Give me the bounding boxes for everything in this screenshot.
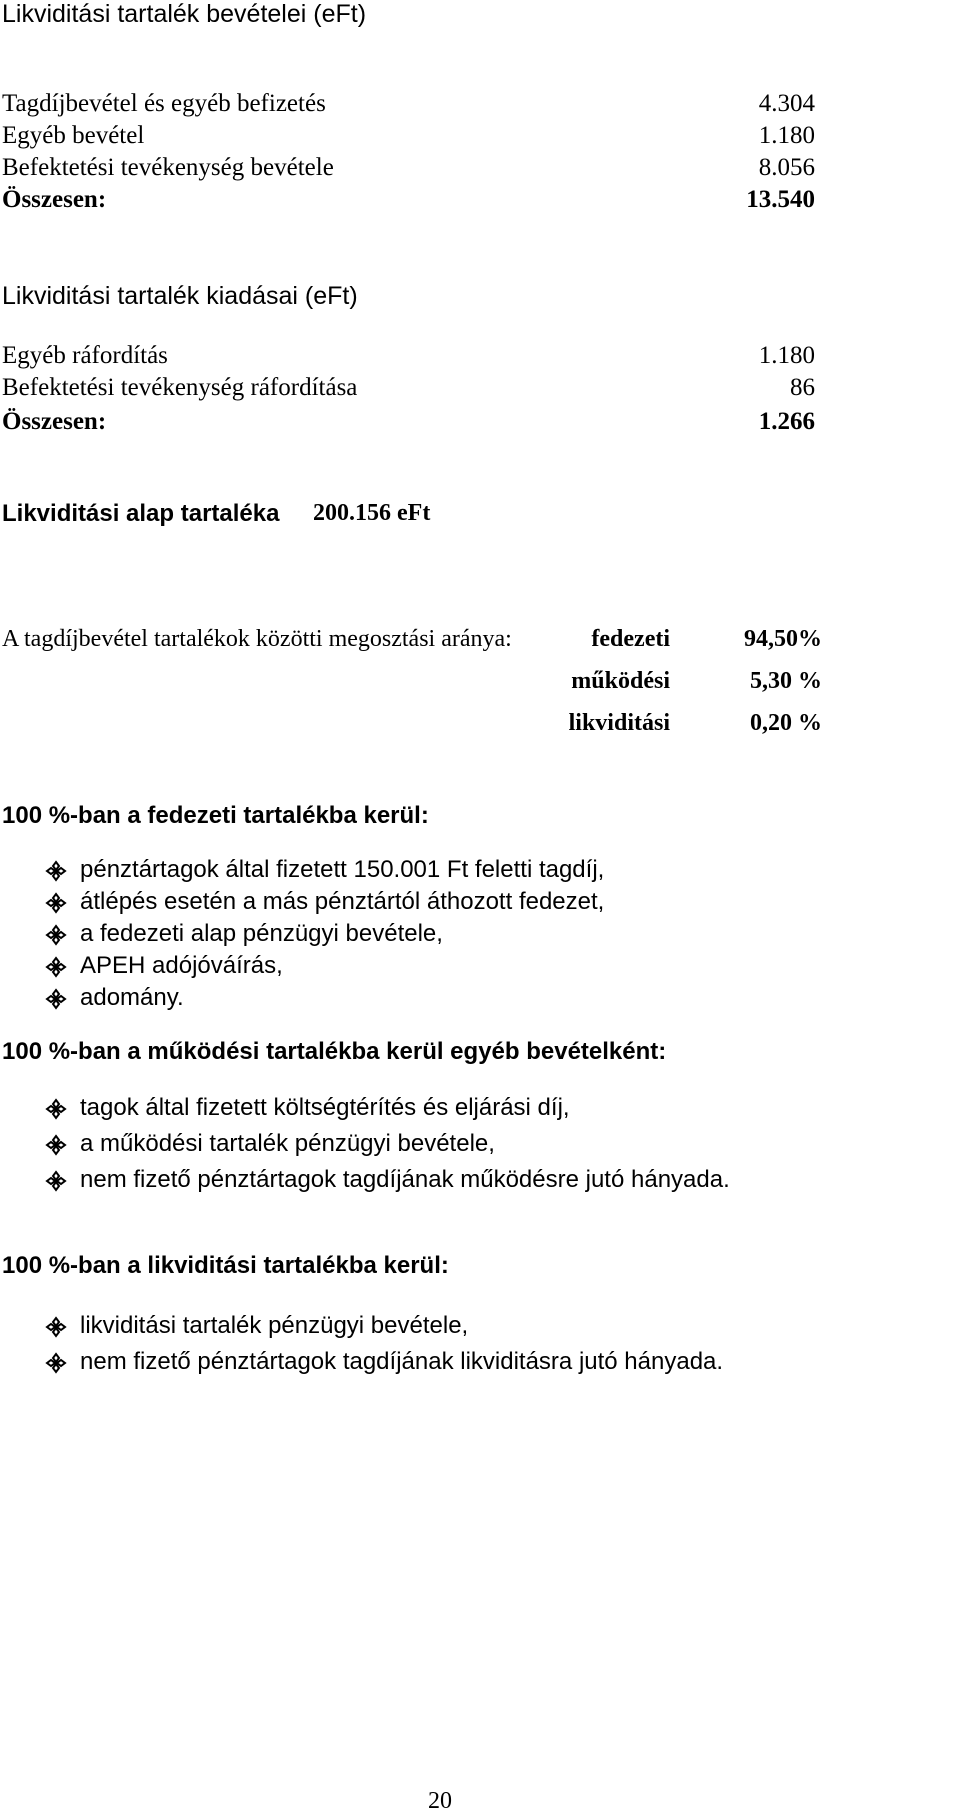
fedezeti-item: adomány. — [80, 984, 184, 1011]
expense-row-label: Befektetési tevékenység ráfordítása — [2, 374, 358, 401]
ratio-intro: A tagdíjbevétel tartalékok közötti megosztási aránya: — [2, 626, 512, 652]
expense-total-value: 1.266 — [758, 408, 815, 435]
income-title: Likviditási tartalék bevételei (eFt) — [2, 0, 367, 28]
mukodesi-heading: 100 %-ban a működési tartalékba kerül egyéb bevételként: — [2, 1038, 667, 1065]
expense-title: Likviditási tartalék kiadásai (eFt) — [2, 282, 358, 310]
diamond-bullet-icon — [44, 955, 68, 979]
income-row-label: Befektetési tevékenység bevétele — [2, 154, 334, 181]
expense-row-value: 1.180 — [758, 342, 815, 369]
fedezeti-item: pénztártagok által fizetett 150.001 Ft feletti tagdíj, — [80, 856, 605, 883]
diamond-bullet-icon — [44, 923, 68, 947]
mukodesi-item: a működési tartalék pénzügyi bevétele, — [80, 1130, 495, 1157]
income-row-value: 4.304 — [758, 90, 815, 117]
fedezeti-heading: 100 %-ban a fedezeti tartalékba kerül: — [2, 802, 429, 829]
likviditasi-item: nem fizető pénztártagok tagdíjának likviditásra jutó hányada. — [80, 1348, 724, 1375]
likviditasi-item: likviditási tartalék pénzügyi bevétele, — [80, 1312, 469, 1339]
ratio-value: 5,30 % — [750, 668, 822, 694]
income-row-value: 8.056 — [758, 154, 815, 181]
diamond-bullet-icon — [44, 859, 68, 883]
ratio-value: 0,20 % — [750, 710, 822, 736]
expense-row-label: Egyéb ráfordítás — [2, 342, 168, 369]
expense-total-label: Összesen: — [2, 408, 107, 435]
fedezeti-item: APEH adójóváírás, — [80, 952, 283, 979]
income-row-value: 1.180 — [758, 122, 815, 149]
mukodesi-item: nem fizető pénztártagok tagdíjának működésre jutó hányada. — [80, 1166, 730, 1193]
reserve-label: Likviditási alap tartaléka — [2, 500, 280, 527]
fedezeti-item: átlépés esetén a más pénztártól áthozott fedezet, — [80, 888, 605, 915]
expense-row-value: 86 — [790, 374, 815, 401]
income-total-value: 13.540 — [746, 186, 815, 213]
ratio-name: fedezeti — [591, 626, 670, 652]
diamond-bullet-icon — [44, 1169, 68, 1193]
ratio-value: 94,50% — [744, 626, 822, 652]
income-row-label: Egyéb bevétel — [2, 122, 145, 149]
ratio-name: likviditási — [568, 710, 670, 736]
reserve-value: 200.156 eFt — [313, 500, 431, 526]
diamond-bullet-icon — [44, 891, 68, 915]
diamond-bullet-icon — [44, 1351, 68, 1375]
likviditasi-heading: 100 %-ban a likviditási tartalékba kerül: — [2, 1252, 449, 1279]
diamond-bullet-icon — [44, 1097, 68, 1121]
diamond-bullet-icon — [44, 987, 68, 1011]
income-row-label: Tagdíjbevétel és egyéb befizetés — [2, 90, 326, 117]
diamond-bullet-icon — [44, 1133, 68, 1157]
page-number: 20 — [428, 1788, 452, 1814]
diamond-bullet-icon — [44, 1315, 68, 1339]
fedezeti-item: a fedezeti alap pénzügyi bevétele, — [80, 920, 443, 947]
ratio-name: működési — [571, 668, 670, 694]
income-total-label: Összesen: — [2, 186, 107, 213]
mukodesi-item: tagok által fizetett költségtérítés és eljárási díj, — [80, 1094, 570, 1121]
